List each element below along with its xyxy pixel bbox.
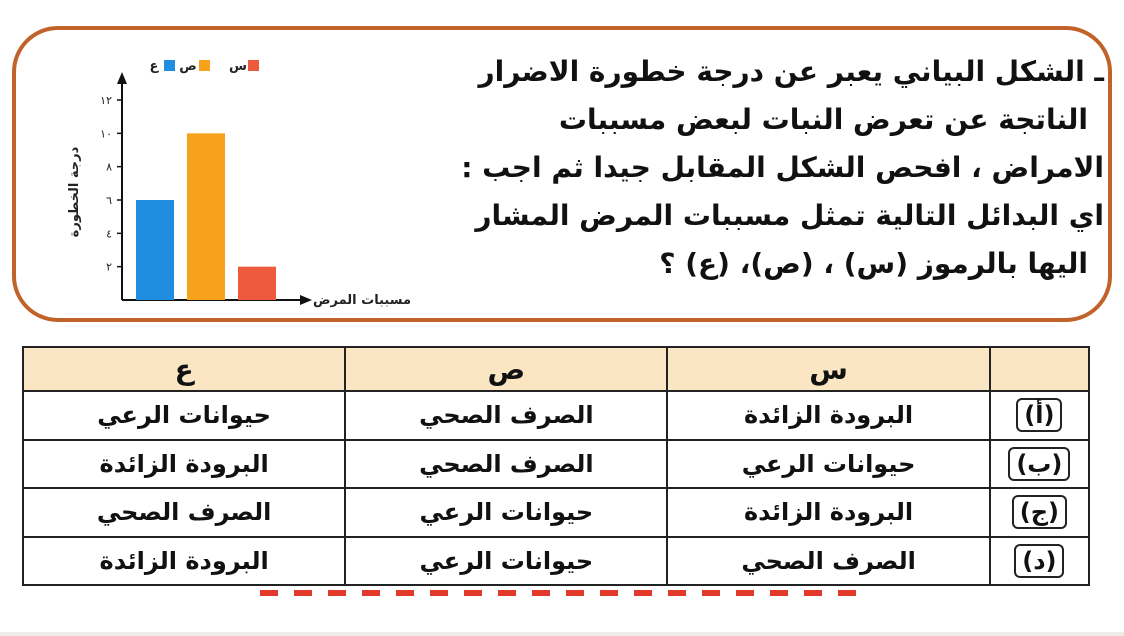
bar-chart: [52, 42, 422, 322]
cell-s: البرودة الزائدة: [667, 488, 989, 537]
question-line: الامراض ، افحص الشكل المقابل جيدا ثم اجب :: [461, 151, 1104, 184]
y-ticks: [100, 94, 122, 274]
table-row[interactable]: [23, 391, 1089, 440]
header-a: ع: [23, 347, 345, 391]
cell-p: الصرف الصحي: [345, 440, 667, 489]
table-row[interactable]: [23, 488, 1089, 537]
header-empty: [990, 347, 1089, 391]
y-tick-label: ٨: [106, 160, 112, 174]
y-tick-label: ٦: [106, 194, 112, 207]
options-table: [22, 346, 1090, 586]
question-line: اي البدائل التالية تمثل مسببات المرض المشار: [475, 199, 1104, 232]
table-row[interactable]: [23, 440, 1089, 489]
option-letter: (ج): [1012, 495, 1067, 529]
option-letter-cell: [990, 440, 1089, 489]
y-tick-label: ١٢: [100, 94, 112, 107]
option-letter: (أ): [1016, 398, 1062, 432]
x-axis-label: مسببات المرض: [313, 293, 411, 308]
question-text: [436, 48, 1104, 288]
y-tick-label: ٤: [106, 227, 112, 241]
bar-chart-svg: [52, 42, 422, 322]
question-line: الناتجة عن تعرض النبات لبعض مسببات: [558, 103, 1088, 136]
y-tick-label: ٢: [106, 260, 112, 274]
cell-p: الصرف الصحي: [345, 391, 667, 440]
y-axis-arrow: [117, 72, 127, 84]
table-header-row: [23, 347, 1089, 391]
legend-label-a: ع: [149, 59, 159, 74]
option-letter-cell: [990, 488, 1089, 537]
bar-2: [187, 133, 225, 300]
cell-s: البرودة الزائدة: [667, 391, 989, 440]
table-row[interactable]: [23, 537, 1089, 586]
cell-p: حيوانات الرعي: [345, 488, 667, 537]
legend-label-s: س: [229, 59, 247, 74]
legend-label-p: ص: [179, 59, 197, 74]
option-letter: (ب): [1008, 447, 1070, 481]
cell-p: حيوانات الرعي: [345, 537, 667, 586]
option-letter: (د): [1014, 544, 1064, 578]
cell-a: البرودة الزائدة: [23, 537, 345, 586]
y-tick-label: ١٠: [100, 127, 112, 141]
header-p: ص: [345, 347, 667, 391]
question-line: اليها بالرموز (س) ، (ص)، (ع) ؟: [659, 247, 1088, 280]
legend-swatch-a: [164, 60, 175, 71]
bottom-strip: [0, 632, 1124, 636]
x-axis-arrow: [300, 295, 312, 305]
cell-a: الصرف الصحي: [23, 488, 345, 537]
question-line: ـ الشكل البياني يعبر عن درجة خطورة الاضرار: [478, 55, 1104, 88]
bars: [136, 133, 276, 300]
cell-a: حيوانات الرعي: [23, 391, 345, 440]
cell-a: البرودة الزائدة: [23, 440, 345, 489]
legend-swatch-s: [248, 60, 259, 71]
header-s: س: [667, 347, 989, 391]
option-letter-cell: [990, 537, 1089, 586]
option-letter-cell: [990, 391, 1089, 440]
legend-swatch-p: [199, 60, 210, 71]
chart-legend: [150, 59, 259, 74]
cut-off-text-fragment: [260, 590, 860, 596]
y-axis-label: درجة الخطورة: [67, 146, 82, 238]
cell-s: الصرف الصحي: [667, 537, 989, 586]
bar-3: [238, 267, 276, 300]
cell-s: حيوانات الرعي: [667, 440, 989, 489]
bar-1: [136, 200, 174, 300]
question-box: [12, 26, 1112, 322]
